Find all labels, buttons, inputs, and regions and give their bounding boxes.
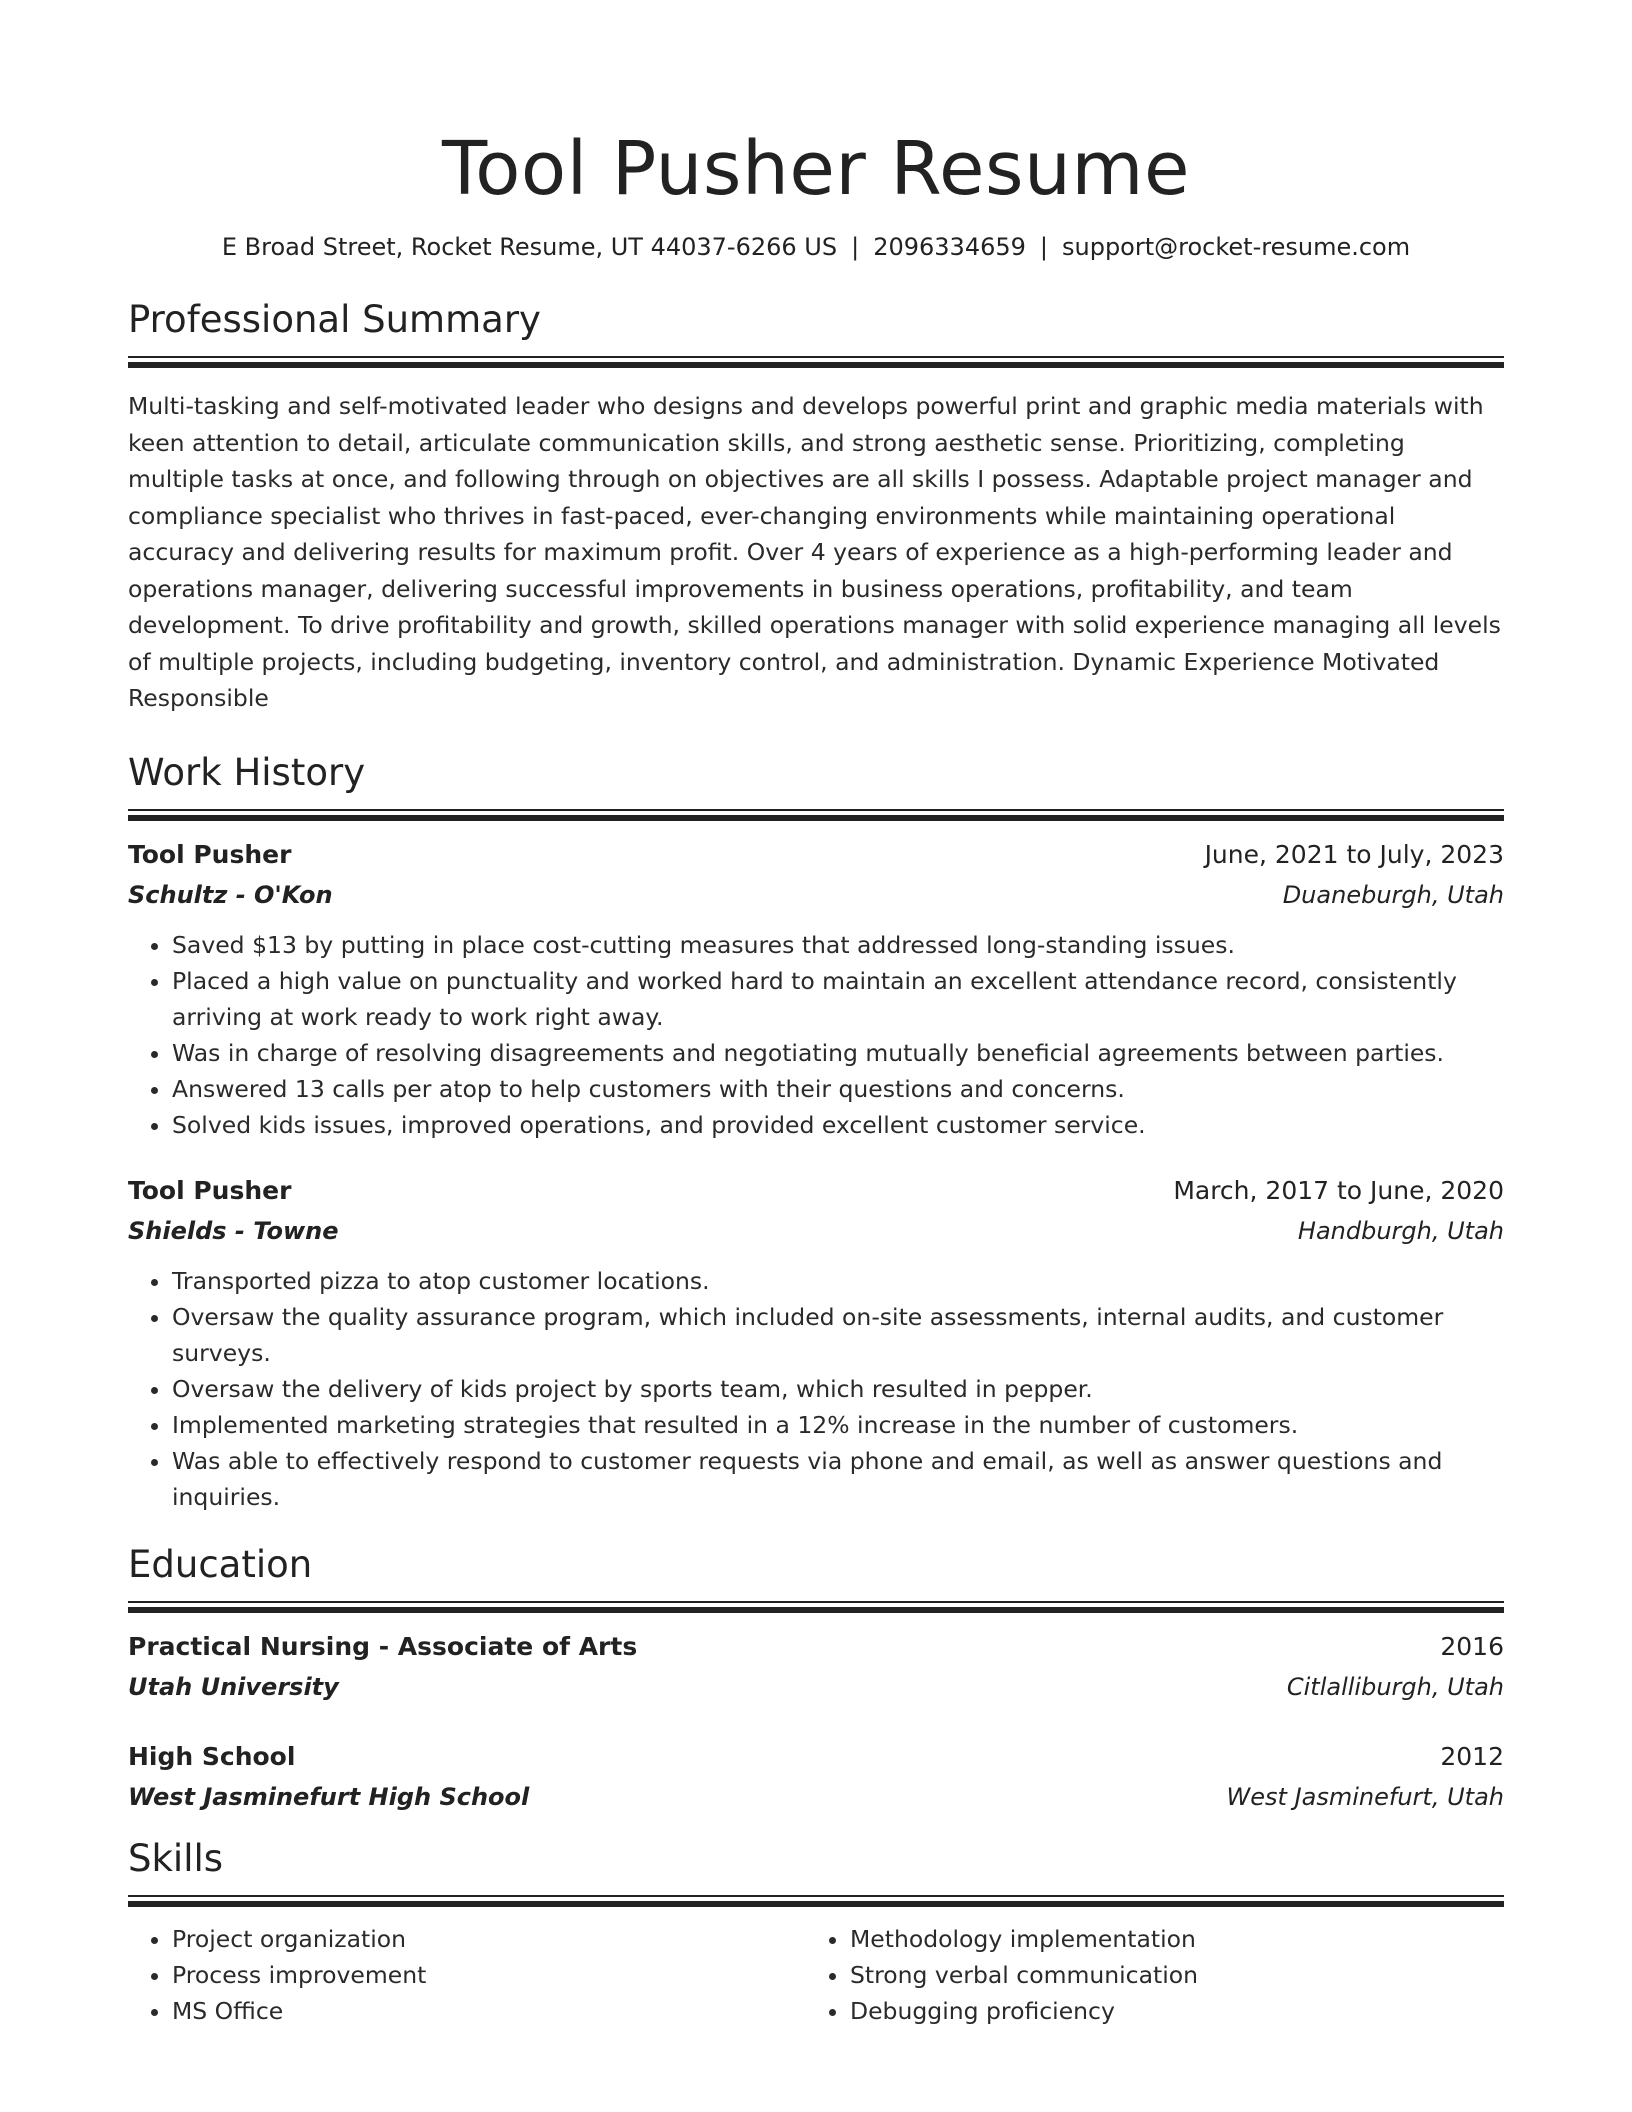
- job-dates: March, 2017 to June, 2020: [1173, 1175, 1504, 1205]
- education-header: [128, 1737, 1504, 1777]
- education-section: [128, 1539, 1504, 1817]
- job-entry: [128, 1171, 1504, 1515]
- resume-title: Tool Pusher Resume: [441, 126, 1191, 212]
- education-header: [128, 1627, 1504, 1667]
- list-item: • Answered 13 calls per atop to help customers with their questions and concerns.: [172, 1071, 1504, 1107]
- skill-item: • Debugging proficiency: [850, 1993, 1484, 2029]
- section-title-skills: Skills: [128, 1836, 224, 1880]
- education-location: West Jasminefurt, Utah: [1226, 1782, 1504, 1811]
- section-divider: [128, 1895, 1504, 1907]
- work-history-section: [128, 747, 1504, 1515]
- section-divider: [128, 356, 1504, 368]
- job-header: [128, 1171, 1504, 1211]
- job-header: [128, 835, 1504, 875]
- skills-grid: [128, 1921, 1504, 2029]
- education-subheader: [128, 1777, 1504, 1817]
- list-item: • Oversaw the delivery of kids project by sports team, which resulted in pepper.: [172, 1371, 1504, 1407]
- skill-item: • Project organization: [172, 1921, 806, 1957]
- job-location: Duaneburgh, Utah: [1282, 880, 1504, 909]
- section-title-education: Education: [128, 1542, 313, 1586]
- skill-item: • Process improvement: [172, 1957, 806, 1993]
- skills-column-left: [128, 1921, 806, 2029]
- job-subheader: [128, 875, 1504, 915]
- list-item: • Was in charge of resolving disagreements and negotiating mutually beneficial agreements between parties.: [172, 1035, 1504, 1071]
- job-location: Handburgh, Utah: [1297, 1216, 1504, 1245]
- job-subheader: [128, 1211, 1504, 1251]
- skill-item: • Strong verbal communication: [850, 1957, 1484, 1993]
- contact-address: E Broad Street, Rocket Resume, UT 44037-6266 US: [221, 233, 838, 261]
- job-company: Shields - Towne: [128, 1216, 339, 1245]
- summary-section: [128, 294, 1504, 717]
- contact-separator: |: [851, 233, 860, 261]
- list-item: • Saved $13 by putting in place cost-cutting measures that addressed long-standing issues.: [172, 927, 1504, 963]
- education-year: 2016: [1440, 1631, 1504, 1661]
- education-degree: High School: [128, 1741, 296, 1771]
- job-entry: [128, 835, 1504, 1143]
- education-school: West Jasminefurt High School: [128, 1782, 530, 1811]
- education-degree: Practical Nursing - Associate of Arts: [128, 1631, 638, 1661]
- summary-text: Multi-tasking and self-motivated leader who designs and develops powerful print and graphic media materials with keen attention to detail, articulate communication skills, and strong aesthetic sense. Prioritizing, completing multiple tasks at once, and following through on objectives are all skills I possess. Adaptable project manager and compliance specialist who thrives in fast-paced, ever-changing environments while maintaining operational accuracy and delivering results for maximum profit. Over 4 years of experience as a high-performing leader and operations manager, delivering successful improvements in business operations, profitability, and team development. To drive profitability and growth, skilled operations manager with solid experience managing all levels of multiple projects, including budgeting, inventory control, and administration. Dynamic Experience Motivated Responsible: [128, 392, 1501, 712]
- skills-column-right: [806, 1921, 1484, 2029]
- contact-line: [128, 230, 1504, 264]
- education-entry: [128, 1737, 1504, 1817]
- skill-item: • Methodology implementation: [850, 1921, 1484, 1957]
- contact-separator: |: [1039, 233, 1048, 261]
- education-subheader: [128, 1667, 1504, 1707]
- contact-phone: 2096334659: [873, 233, 1026, 261]
- education-school: Utah University: [128, 1672, 339, 1701]
- job-bullets: [128, 1263, 1504, 1515]
- section-title-work: Work History: [128, 750, 366, 794]
- skills-section: [128, 1833, 1504, 2029]
- resume-page: [128, 0, 1504, 2029]
- section-divider: [128, 1601, 1504, 1613]
- list-item: • Transported pizza to atop customer locations.: [172, 1263, 1504, 1299]
- contact-email: support@rocket-resume.com: [1062, 233, 1411, 261]
- job-title: Tool Pusher: [128, 1175, 292, 1205]
- job-title: Tool Pusher: [128, 839, 292, 869]
- skill-item: • MS Office: [172, 1993, 806, 2029]
- education-entry: [128, 1627, 1504, 1707]
- list-item: • Implemented marketing strategies that resulted in a 12% increase in the number of customers.: [172, 1407, 1504, 1443]
- section-title-summary: Professional Summary: [128, 298, 541, 341]
- section-divider: [128, 809, 1504, 821]
- job-dates: June, 2021 to July, 2023: [1204, 839, 1504, 869]
- list-item: • Solved kids issues, improved operations, and provided excellent customer service.: [172, 1107, 1504, 1143]
- job-company: Schultz - O'Kon: [128, 880, 333, 909]
- list-item: • Oversaw the quality assurance program, which included on-site assessments, internal audits, and customer surveys.: [172, 1299, 1504, 1371]
- education-location: Citlalliburgh, Utah: [1286, 1672, 1504, 1701]
- job-bullets: [128, 927, 1504, 1143]
- list-item: • Placed a high value on punctuality and worked hard to maintain an excellent attendance record, consistently arriving at work ready to work right away.: [172, 963, 1504, 1035]
- list-item: • Was able to effectively respond to customer requests via phone and email, as well as answer questions and inquiries.: [172, 1443, 1504, 1515]
- education-year: 2012: [1440, 1741, 1504, 1771]
